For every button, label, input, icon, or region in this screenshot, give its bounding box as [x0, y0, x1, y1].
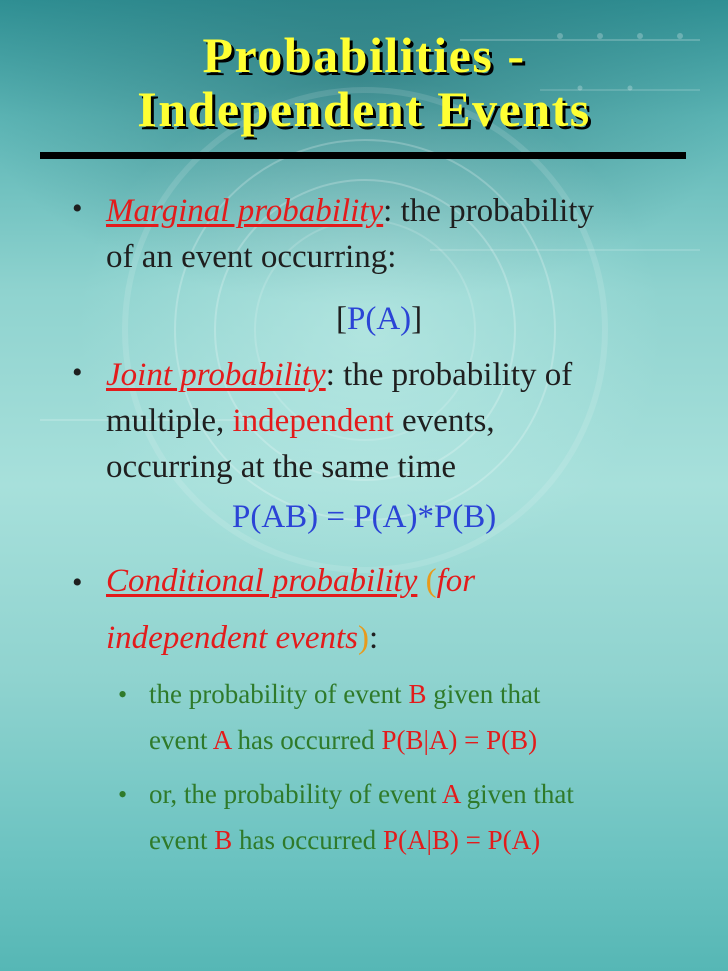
- sub1-text2a: event: [149, 725, 213, 755]
- sub2-text1c: given that: [459, 779, 574, 809]
- sub2-text2a: event: [149, 825, 215, 855]
- conditional-for: for: [436, 563, 476, 599]
- joint-term: Joint probability: [106, 357, 326, 393]
- marginal-formula-close: ]: [411, 301, 423, 337]
- sub1-event-b: B: [408, 679, 427, 709]
- sub1-formula: P(B|A) = P(B): [381, 725, 538, 755]
- bullet-marker: •: [72, 192, 83, 225]
- conditional-line1: [106, 560, 475, 602]
- conditional-paren-open: (: [417, 563, 437, 599]
- sub1-text1c: given that: [426, 679, 541, 709]
- slide-title-line1: Probabilities -: [202, 27, 526, 83]
- sub2-event-b: B: [214, 825, 233, 855]
- joint-text2a: multiple,: [106, 403, 233, 439]
- joint-independent: independent: [232, 403, 394, 439]
- conditional-colon: :: [368, 620, 379, 656]
- marginal-term: Marginal probability: [106, 193, 384, 229]
- sub1-line2: [149, 723, 537, 757]
- sub1-text1a: the probability of event: [149, 679, 409, 709]
- joint-formula: P(AB) = P(A)*P(B): [232, 499, 497, 535]
- marginal-line2: of an event occurring:: [106, 239, 397, 275]
- sub-bullet-marker: •: [118, 680, 128, 709]
- conditional-independent-events: independent events: [106, 620, 358, 656]
- marginal-formula: [336, 298, 422, 340]
- sub2-line1: [149, 777, 574, 811]
- sub-bullet-marker: •: [118, 780, 128, 809]
- conditional-paren-close: ): [357, 620, 369, 656]
- title-divider: [40, 152, 686, 159]
- marginal-colon: :: [383, 193, 393, 229]
- sub2-formula: P(A|B) = P(A): [382, 825, 541, 855]
- sub2-line2: [149, 823, 540, 857]
- joint-line2: [106, 400, 495, 442]
- sub1-text2c: has occurred: [230, 725, 382, 755]
- bullet-marker: •: [72, 356, 83, 389]
- marginal-formula-text: P(A): [347, 301, 412, 337]
- marginal-text1: the probability: [392, 193, 594, 229]
- marginal-line1: [106, 190, 594, 232]
- slide-title-line2: Independent Events: [137, 81, 591, 137]
- joint-line1: [106, 354, 572, 396]
- conditional-line2: [106, 617, 378, 659]
- marginal-formula-open: [: [336, 301, 347, 337]
- bullet-marker: •: [72, 566, 83, 599]
- sub2-text2c: has occurred: [232, 825, 383, 855]
- sub1-line1: [149, 677, 540, 711]
- joint-text2c: events,: [393, 403, 495, 439]
- sub1-event-a: A: [212, 725, 231, 755]
- joint-line3: occurring at the same time: [106, 449, 457, 485]
- sub2-event-a: A: [441, 779, 460, 809]
- joint-text1: : the probability of: [325, 357, 573, 393]
- conditional-term: Conditional probability: [106, 563, 418, 599]
- sub2-text1a: or, the probability of event: [149, 779, 442, 809]
